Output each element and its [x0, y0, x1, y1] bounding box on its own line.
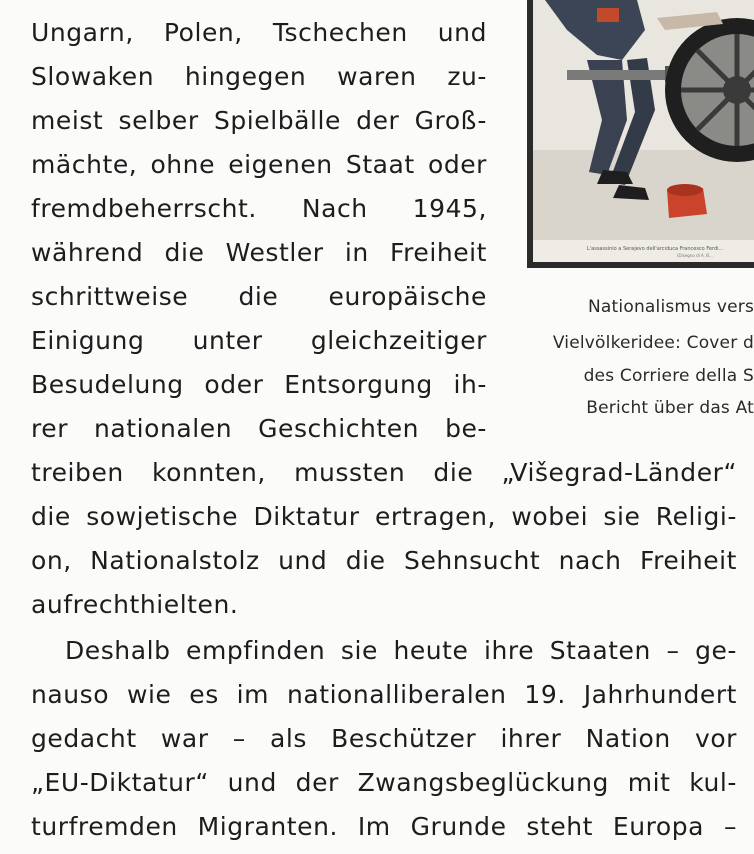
- text-line: treiben konnten, mussten die „Višegrad-Länder“: [31, 458, 737, 487]
- text-line: während die Westler in Freiheit: [31, 238, 487, 267]
- text-line: Ungarn, Polen, Tschechen und: [31, 18, 487, 47]
- text-line: meist selber Spielbälle der Groß-: [31, 106, 487, 135]
- text-line: aufrechthielten.: [31, 590, 239, 619]
- text-line: gedacht war – als Beschützer ihrer Nation vor: [31, 724, 737, 753]
- text-line: on, Nationalstolz und die Sehnsucht nach Freiheit: [31, 546, 737, 575]
- illustration-svg: [527, 0, 754, 268]
- text-line: „EU-Diktatur“ und der Zwangsbeglückung mit kul-: [31, 768, 737, 797]
- text-line: mächte, ohne eigenen Staat oder: [31, 150, 487, 179]
- newspaper-cover-image: [527, 0, 754, 268]
- image-caption-strip-sub: (Disegno di A. B...: [677, 253, 713, 258]
- text-line: rer nationalen Geschichten be-: [31, 414, 487, 443]
- text-line: schrittweise die europäische: [31, 282, 487, 311]
- caption-line: des Corriere della S: [583, 366, 754, 386]
- text-line: turfremden Migranten. Im Grunde steht Europa –: [31, 812, 737, 841]
- caption-line: Nationalismus vers: [588, 297, 754, 317]
- image-caption-strip: L'assassinio a Serajevo dell'arciduca Francesco Ferdi...: [587, 246, 724, 252]
- caption-line: Vielvölkeridee: Cover d: [552, 333, 754, 353]
- text-line: die sowjetische Diktatur ertragen, wobei sie Religi-: [31, 502, 737, 531]
- text-line: Deshalb empfinden sie heute ihre Staaten – ge-: [65, 636, 737, 665]
- text-line: Slowaken hingegen waren zu-: [31, 62, 487, 91]
- text-line: nauso wie es im nationalliberalen 19. Jahrhundert: [31, 680, 737, 709]
- text-line: Besudelung oder Entsorgung ih-: [31, 370, 487, 399]
- text-line: Einigung unter gleichzeitiger: [31, 326, 487, 355]
- caption-line: Bericht über das At: [586, 398, 754, 418]
- text-line: fremdbeherrscht. Nach 1945,: [31, 194, 487, 223]
